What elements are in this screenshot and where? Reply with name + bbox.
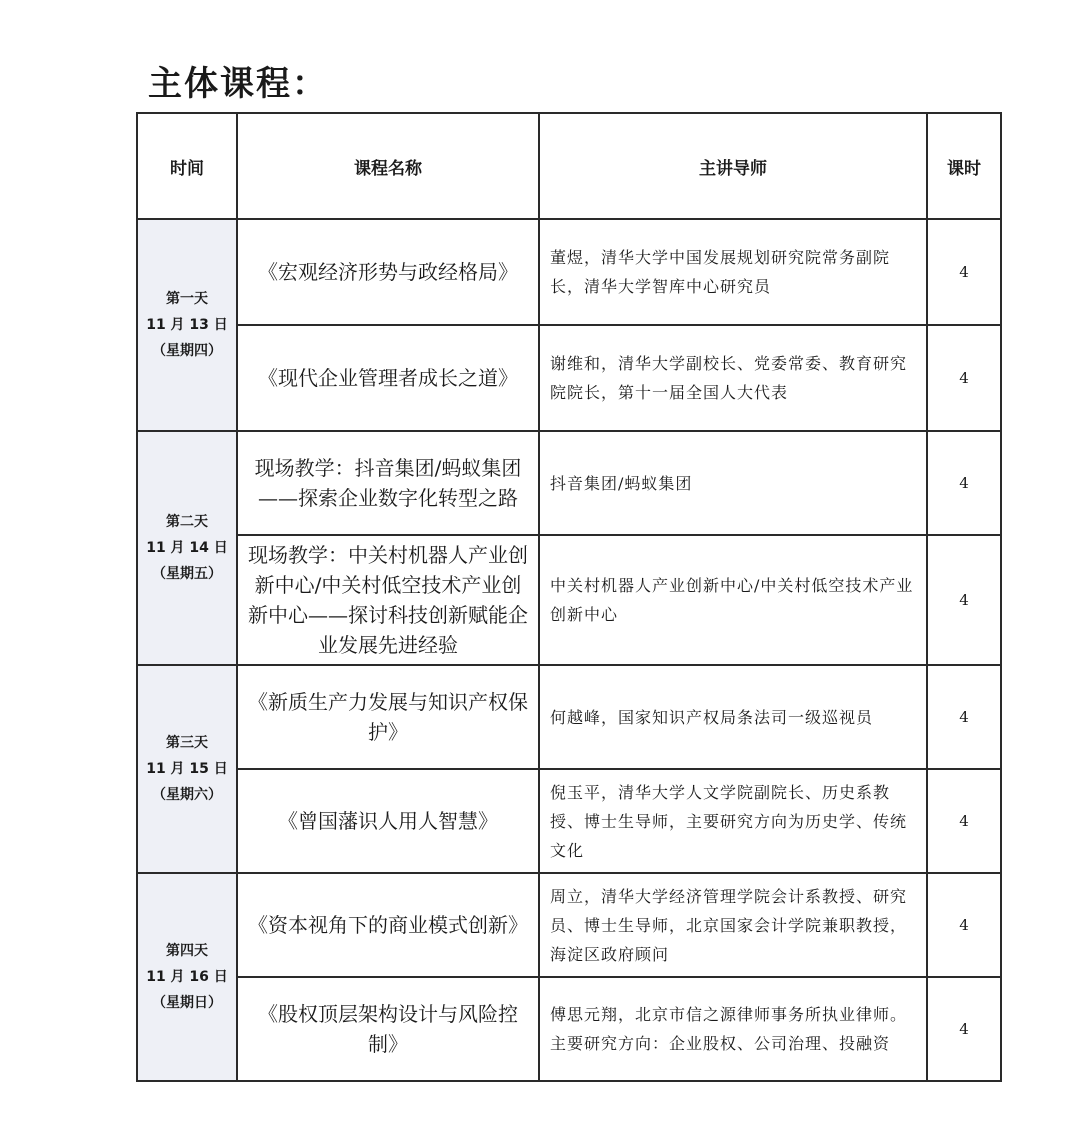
day-weekday: （星期日） xyxy=(152,995,222,1011)
course-name: 《现代企业管理者成长之道》 xyxy=(237,325,539,431)
mentor-info: 倪玉平，清华大学人文学院副院长、历史系教授、博士生导师，主要研究方向为历史学、传统文化 xyxy=(539,769,927,873)
course-schedule-table xyxy=(136,112,1002,1082)
course-name: 现场教学：抖音集团/蚂蚁集团——探索企业数字化转型之路 xyxy=(237,431,539,535)
course-hours: 4 xyxy=(927,873,1001,977)
table-row xyxy=(137,977,1001,1081)
header-hours: 课时 xyxy=(927,113,1001,219)
mentor-info: 中关村机器人产业创新中心/中关村低空技术产业创新中心 xyxy=(539,535,927,665)
header-course: 课程名称 xyxy=(237,113,539,219)
table-header-row xyxy=(137,113,1001,219)
day-label: 第三天 xyxy=(166,735,208,751)
course-name: 《曾国藩识人用人智慧》 xyxy=(237,769,539,873)
table-row xyxy=(137,325,1001,431)
mentor-info: 周立，清华大学经济管理学院会计系教授、研究员、博士生导师，北京国家会计学院兼职教授，海淀区政府顾问 xyxy=(539,873,927,977)
day-cell xyxy=(137,665,237,873)
table-row xyxy=(137,873,1001,977)
mentor-info: 何越峰，国家知识产权局条法司一级巡视员 xyxy=(539,665,927,769)
course-name: 《宏观经济形势与政经格局》 xyxy=(237,219,539,325)
day-date: 11 月 16 日 xyxy=(146,969,228,985)
course-hours: 4 xyxy=(927,535,1001,665)
mentor-info: 傅思元翔，北京市信之源律师事务所执业律师。主要研究方向：企业股权、公司治理、投融资 xyxy=(539,977,927,1081)
day-weekday: （星期六） xyxy=(152,787,222,803)
course-hours: 4 xyxy=(927,325,1001,431)
course-name: 《资本视角下的商业模式创新》 xyxy=(237,873,539,977)
course-hours: 4 xyxy=(927,769,1001,873)
day-weekday: （星期四） xyxy=(152,343,222,359)
day-cell xyxy=(137,219,237,431)
day-weekday: （星期五） xyxy=(152,566,222,582)
day-date: 11 月 13 日 xyxy=(146,317,228,333)
mentor-info: 谢维和，清华大学副校长、党委常委、教育研究院院长，第十一届全国人大代表 xyxy=(539,325,927,431)
day-label: 第二天 xyxy=(166,514,208,530)
header-time: 时间 xyxy=(137,113,237,219)
day-date: 11 月 15 日 xyxy=(146,761,228,777)
course-hours: 4 xyxy=(927,977,1001,1081)
table-row xyxy=(137,535,1001,665)
day-label: 第四天 xyxy=(166,943,208,959)
table-row xyxy=(137,769,1001,873)
table-row xyxy=(137,431,1001,535)
page-title: 主体课程： xyxy=(148,64,328,104)
course-hours: 4 xyxy=(927,219,1001,325)
day-cell xyxy=(137,431,237,665)
mentor-info: 董煜，清华大学中国发展规划研究院常务副院长，清华大学智库中心研究员 xyxy=(539,219,927,325)
day-label: 第一天 xyxy=(166,291,208,307)
header-mentor: 主讲导师 xyxy=(539,113,927,219)
table-row xyxy=(137,219,1001,325)
day-cell xyxy=(137,873,237,1081)
course-name: 《新质生产力发展与知识产权保护》 xyxy=(237,665,539,769)
day-date: 11 月 14 日 xyxy=(146,540,228,556)
mentor-info: 抖音集团/蚂蚁集团 xyxy=(539,431,927,535)
course-hours: 4 xyxy=(927,665,1001,769)
course-name: 《股权顶层架构设计与风险控制》 xyxy=(237,977,539,1081)
course-hours: 4 xyxy=(927,431,1001,535)
course-name: 现场教学：中关村机器人产业创新中心/中关村低空技术产业创新中心——探讨科技创新赋能企业发展先进经验 xyxy=(237,535,539,665)
table-row xyxy=(137,665,1001,769)
